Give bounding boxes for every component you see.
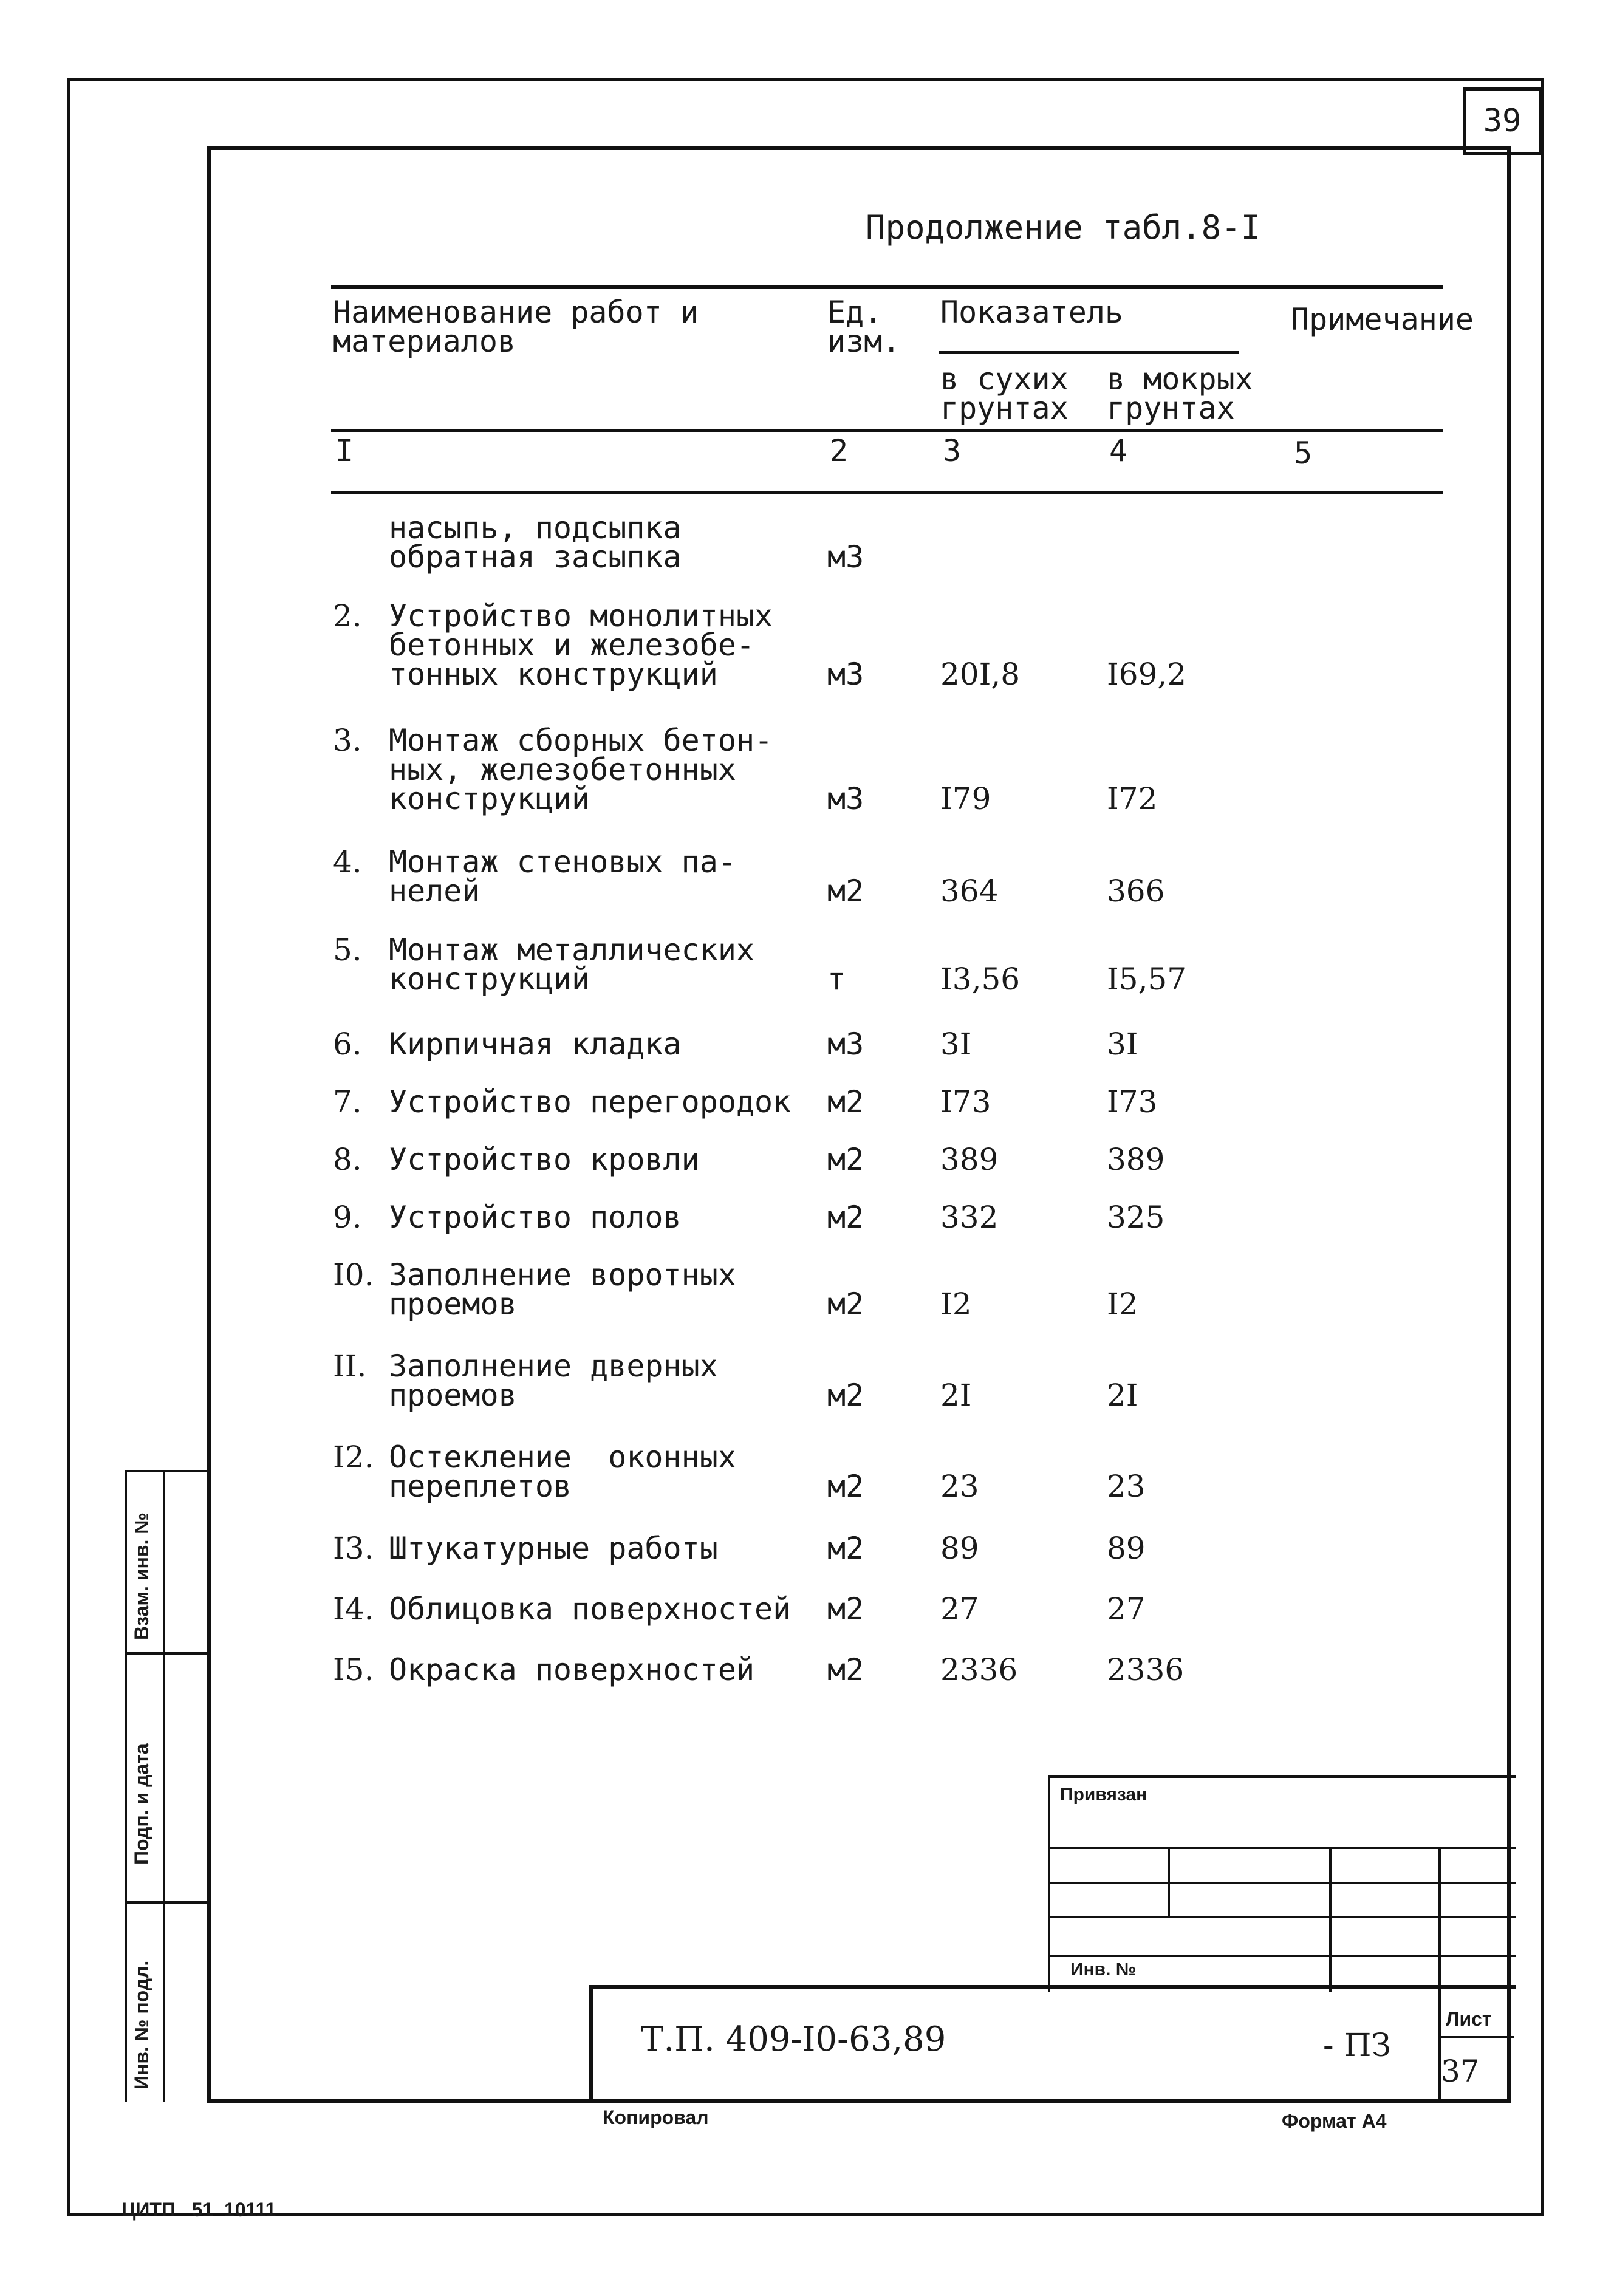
side-label-replace: Взам. инв. № — [131, 1512, 152, 1640]
table-caption: Продолжение табл.8-I — [866, 208, 1261, 247]
row-dry-value: 89 — [940, 1531, 979, 1566]
row-dry-value: 2I — [940, 1378, 972, 1413]
row-unit: м3 — [827, 1027, 864, 1062]
row-number: 7. — [333, 1084, 362, 1119]
row-name: Облицовка поверхностей — [389, 1591, 792, 1627]
row-unit: м2 — [827, 1469, 864, 1504]
row-unit: т — [827, 962, 846, 997]
row-unit: м2 — [827, 1142, 864, 1177]
row-wet-value: I73 — [1107, 1084, 1158, 1119]
doc-suffix: - ПЗ — [1323, 2028, 1391, 2064]
header-note: Примечание — [1291, 302, 1474, 337]
row-unit: м2 — [827, 873, 864, 909]
stamp-main-left-edge — [589, 1985, 593, 2100]
row-wet-value: 325 — [1107, 1200, 1165, 1235]
row-dry-value: 3I — [940, 1027, 972, 1062]
row-unit: м2 — [827, 1652, 864, 1687]
row-name: Устройство монолитных бетонных и железобе- тонных конструкций — [389, 598, 773, 692]
column-number-1: I — [335, 433, 354, 468]
row-dry-value: 364 — [940, 873, 999, 909]
row-wet-value: I69,2 — [1107, 657, 1187, 692]
stamp-top-rule — [1048, 1775, 1516, 1778]
row-name: Монтаж металлических конструкций — [389, 932, 755, 997]
row-dry-value: 2336 — [940, 1652, 1018, 1687]
format-label: Формат А4 — [1282, 2110, 1387, 2132]
header-indicator: Показатель — [940, 295, 1124, 330]
header-bottom-rule — [331, 491, 1443, 494]
row-wet-value: 366 — [1107, 873, 1165, 909]
stamp-grid-col-2 — [1329, 1847, 1332, 1992]
row-unit: м2 — [827, 1378, 864, 1413]
row-name: Устройство кровли — [389, 1142, 700, 1177]
row-name: насыпь, подсыпка обратная засыпка — [389, 510, 682, 575]
row-dry-value: 332 — [940, 1200, 999, 1235]
stamp-grid-rule-3 — [1048, 1916, 1516, 1918]
stamp-inv-label: Инв. № — [1070, 1959, 1137, 1980]
stamp-main-rule — [589, 1985, 1516, 1989]
row-unit: м2 — [827, 1531, 864, 1566]
row-number: I0. — [333, 1257, 374, 1293]
row-wet-value: 2336 — [1107, 1652, 1185, 1687]
row-name: Окраска поверхностей — [389, 1652, 755, 1687]
row-name: Устройство полов — [389, 1200, 682, 1235]
column-number-3: 3 — [943, 433, 962, 468]
copied-label: Копировал — [603, 2106, 709, 2128]
row-number: I3. — [333, 1531, 374, 1566]
row-dry-value: 23 — [940, 1469, 979, 1504]
row-wet-value: I2 — [1107, 1286, 1138, 1322]
side-strip-rule-2 — [125, 1901, 208, 1904]
row-name: Устройство перегородок — [389, 1084, 792, 1119]
doc-code: Т.П. 409-I0-63,89 — [641, 2020, 946, 2059]
row-wet-value: 389 — [1107, 1142, 1165, 1177]
row-dry-value: 389 — [940, 1142, 999, 1177]
stamp-grid-rule-4 — [1048, 1955, 1516, 1957]
row-name: Штукатурные работы — [389, 1531, 718, 1566]
header-unit: Ед. изм. — [827, 295, 901, 359]
row-unit: м2 — [827, 1286, 864, 1322]
row-dry-value: I3,56 — [940, 962, 1021, 997]
row-number: I2. — [333, 1440, 374, 1475]
row-wet-value: 2I — [1107, 1378, 1138, 1413]
row-wet-value: 27 — [1107, 1591, 1146, 1627]
row-number: I5. — [333, 1652, 374, 1687]
row-name: Кирпичная кладка — [389, 1027, 682, 1062]
row-number: 9. — [333, 1200, 362, 1235]
header-name: Наименование работ и материалов — [333, 295, 699, 359]
row-name: Остекление оконных переплетов — [389, 1440, 736, 1504]
row-number: II. — [333, 1348, 367, 1384]
row-dry-value: I2 — [940, 1286, 972, 1322]
row-number: 6. — [333, 1027, 362, 1062]
row-name: Заполнение воротных проемов — [389, 1257, 736, 1322]
row-name: Монтаж сборных бетон- ных, железобетонных конструкций — [389, 723, 773, 816]
row-number: 3. — [333, 723, 362, 758]
side-label-orig-inv: Инв. № подл. — [131, 1960, 152, 2089]
row-unit: м3 — [827, 657, 864, 692]
row-wet-value: 89 — [1107, 1531, 1146, 1566]
row-number: 4. — [333, 844, 362, 880]
header-dry: в сухих грунтах — [940, 361, 1069, 426]
row-unit: м2 — [827, 1084, 864, 1119]
row-wet-value: I5,57 — [1107, 962, 1187, 997]
row-unit: м3 — [827, 539, 864, 575]
sheet-label: Лист — [1446, 2008, 1492, 2030]
row-wet-value: 23 — [1107, 1469, 1146, 1504]
row-wet-value: I72 — [1107, 781, 1158, 816]
row-dry-value: 27 — [940, 1591, 979, 1627]
row-dry-value: I79 — [940, 781, 991, 816]
row-number: 8. — [333, 1142, 362, 1177]
column-numbers-top-rule — [331, 429, 1443, 432]
side-label-sign-date: Подп. и дата — [131, 1743, 152, 1865]
page-number: 39 — [1463, 87, 1542, 155]
row-number: 5. — [333, 932, 362, 968]
stamp-grid-col-1 — [1168, 1847, 1170, 1916]
header-wet: в мокрых грунтах — [1107, 361, 1253, 426]
header-top-rule — [331, 285, 1443, 289]
row-dry-value: I73 — [940, 1084, 991, 1119]
row-dry-value: 20I,8 — [940, 657, 1021, 692]
column-number-2: 2 — [830, 433, 849, 468]
sheet-number: 37 — [1441, 2054, 1480, 2089]
side-strip-mid-edge — [163, 1470, 165, 2102]
stamp-grid-rule-2 — [1048, 1882, 1516, 1884]
row-unit: м3 — [827, 781, 864, 816]
row-wet-value: 3I — [1107, 1027, 1138, 1062]
row-unit: м2 — [827, 1591, 864, 1627]
side-strip-left-edge — [125, 1470, 127, 2102]
side-strip-top — [125, 1470, 208, 1472]
row-number: 2. — [333, 598, 362, 634]
column-number-5: 5 — [1294, 436, 1313, 471]
row-name: Заполнение дверных проемов — [389, 1348, 718, 1413]
column-number-4: 4 — [1109, 433, 1128, 468]
inner-frame — [207, 146, 1511, 2103]
sheet-cell-rule — [1438, 2036, 1514, 2038]
stamp-attached-label: Привязан — [1060, 1785, 1147, 1805]
indicator-rule — [939, 351, 1239, 354]
row-unit: м2 — [827, 1200, 864, 1235]
stamp-grid-rule-1 — [1048, 1847, 1516, 1849]
side-strip-rule-1 — [125, 1652, 208, 1655]
printer-mark: ЦИТП 51 10111 — [121, 2199, 276, 2221]
row-number: I4. — [333, 1591, 374, 1627]
row-name: Монтаж стеновых па- нелей — [389, 844, 736, 909]
